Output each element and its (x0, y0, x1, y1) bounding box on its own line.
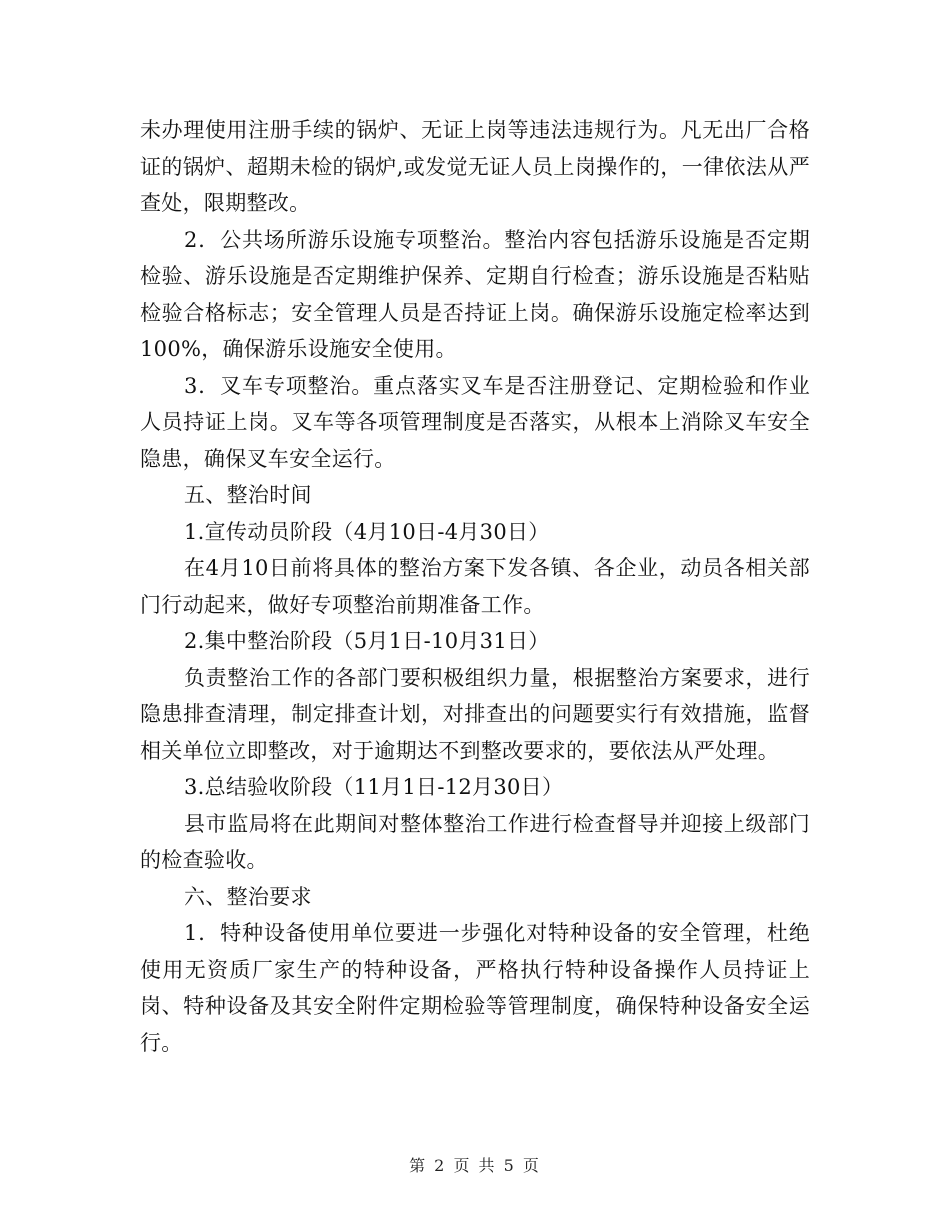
page-number-footer: 第 2 页 共 5 页 (409, 1156, 541, 1175)
body-text (140, 112, 810, 1061)
paragraph: 县市监局将在此期间对整体整治工作进行检查督导并迎接上级部门的检查验收。 (140, 811, 810, 872)
paragraph: 1．特种设备使用单位要进一步强化对特种设备的安全管理，杜绝使用无资质厂家生产的特种设备，严格执行特种设备操作人员持证上岗、特种设备及其安全附件定期检验等管理制度，确保特种设备安全运行。 (140, 921, 810, 1055)
subsection-heading: 2.集中整治阶段（5月1日-10月31日） (184, 629, 550, 653)
paragraph: 3．叉车专项整治。重点落实叉车是否注册登记、定期检验和作业人员持证上岗。叉车等各项管理制度是否落实，从根本上消除叉车安全隐患，确保叉车安全运行。 (140, 373, 810, 471)
subsection-heading: 3.总结验收阶段（11月1日-12月30日） (184, 775, 564, 799)
section-heading: 六、整治要求 (184, 884, 312, 909)
subsection-heading: 1.宣传动员阶段（4月10日-4月30日） (184, 519, 550, 544)
section-heading: 五、整治时间 (184, 483, 312, 507)
paragraph: 在4月10日前将具体的整治方案下发各镇、各企业，动员各相关部门行动起来，做好专项整治前期准备工作。 (140, 556, 810, 617)
paragraph: 2．公共场所游乐设施专项整治。整治内容包括游乐设施是否定期检验、游乐设施是否定期维护保养、定期自行检查；游乐设施是否粘贴检验合格标志；安全管理人员是否持证上岗。确保游乐设施定检率达到100%，确保游乐设施安全使用。 (140, 227, 810, 361)
paragraph: 未办理使用注册手续的锅炉、无证上岗等违法违规行为。凡无出厂合格证的锅炉、超期未检的锅炉,或发觉无证人员上岗操作的，一律依法从严查处，限期整改。 (140, 118, 810, 215)
paragraph: 负责整治工作的各部门要积极组织力量，根据整治方案要求，进行隐患排查清理，制定排查计划，对排查出的问题要实行有效措施，监督相关单位立即整改，对于逾期达不到整改要求的，要依法从严处理。 (140, 665, 810, 763)
